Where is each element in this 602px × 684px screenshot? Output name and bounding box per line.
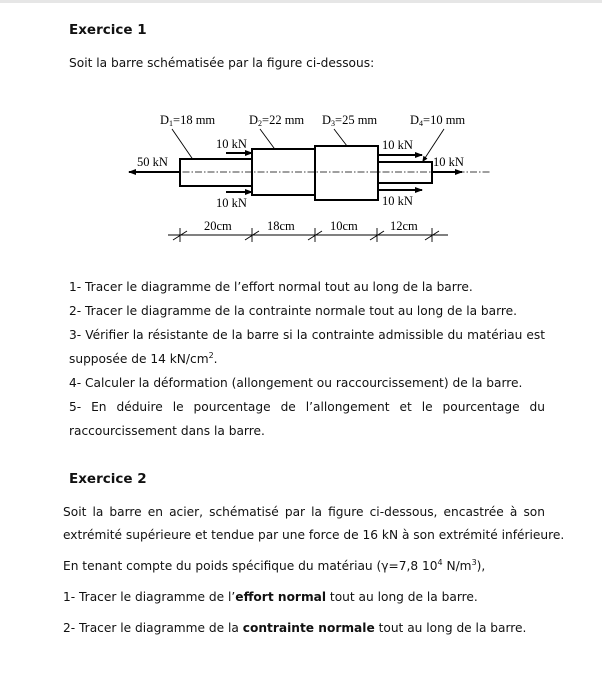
force-right-label: 10 kN	[433, 155, 464, 169]
length-2: 18cm	[267, 219, 295, 233]
d1-label: D1=18 mm	[160, 113, 216, 128]
length-3: 10cm	[330, 219, 358, 233]
force-j12-top-label: 10 kN	[216, 137, 247, 151]
ex1-question-3-line2: supposée de 14 $kN/cm^2$.	[69, 351, 218, 366]
d4-leader	[425, 129, 444, 158]
ex2-question-2: 2- Tracer le diagramme de la contrainte normale tout au long de la barre.	[63, 621, 527, 635]
ex2-intro-line1: Soit la barre en acier, schématisé par la figure ci-dessous, encastrée à son	[63, 505, 545, 519]
length-4: 12cm	[390, 219, 418, 233]
ex1-question-3-line1: 3- Vérifier la résistante de la barre si la contrainte admissible du matériau est	[69, 328, 545, 342]
ex1-question-2: 2- Tracer le diagramme de la contrainte normale tout au long de la barre.	[69, 304, 518, 318]
ex1-question-5-line2: raccourcissement dans la barre.	[69, 424, 265, 438]
d4-label: D4=10 mm	[410, 113, 466, 128]
ex2-intro-line2: extrémité supérieure et tendue par une force de 16 kN à son extrémité inférieure.	[63, 528, 565, 542]
exercise1-title: Exercice 1	[69, 22, 147, 38]
exercise1-intro: Soit la barre schématisée par la figure ci-dessous:	[69, 56, 375, 70]
force-j34-bottom-label: 10 kN	[382, 194, 413, 208]
ex1-question-5-line1: 5- En déduire le pourcentage de l’allongement et le pourcentage du	[69, 400, 545, 414]
section-1	[180, 159, 252, 186]
ex2-gamma-line: En tenant compte du poids spécifique du matériau (γ=7,8 $10^4$ $N/m^3$),	[63, 558, 486, 573]
force-j12-bottom-label: 10 kN	[216, 196, 247, 210]
ex2-question-1: 1- Tracer le diagramme de l’effort normal tout au long de la barre.	[63, 590, 478, 604]
d2-label: D2=22 mm	[249, 113, 305, 128]
length-1: 20cm	[204, 219, 232, 233]
exercise2-title: Exercice 2	[69, 471, 147, 487]
force-left-label: 50 kN	[137, 155, 168, 169]
force-j34-top-label: 10 kN	[382, 138, 413, 152]
section-3	[315, 146, 378, 200]
ex1-question-4: 4- Calculer la déformation (allongement ou raccourcissement) de la barre.	[69, 376, 523, 390]
section-4	[378, 162, 432, 183]
bar-figure	[0, 0, 602, 260]
ex1-question-1: 1- Tracer le diagramme de l’effort normal tout au long de la barre.	[69, 280, 473, 294]
d3-label: D3=25 mm	[322, 113, 378, 128]
